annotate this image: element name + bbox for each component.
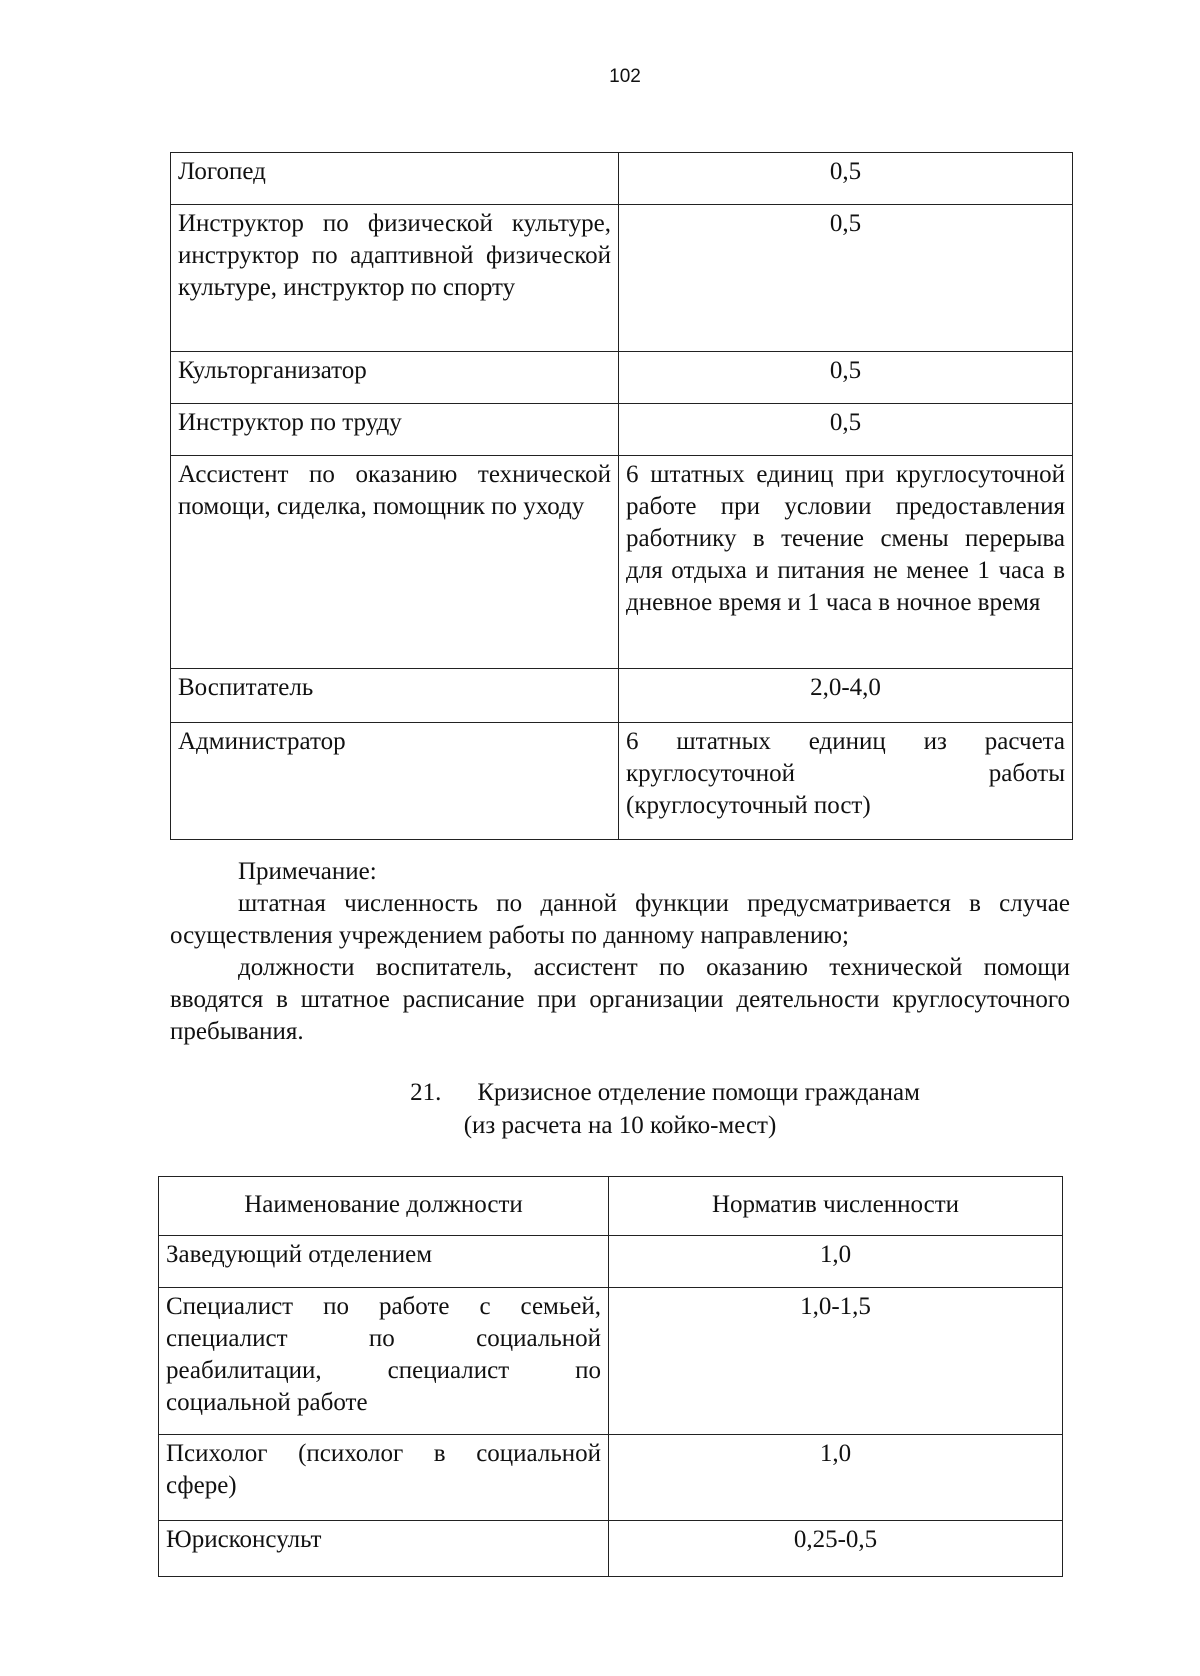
table-row [171, 205, 1073, 352]
position-cell: Заведующий отделением [159, 1236, 609, 1288]
norm-cell: 6 штатных единиц из расчета круглосуточной работы (круглосуточный пост) [619, 723, 1073, 840]
norm-cell: 1,0 [609, 1236, 1063, 1288]
norm-cell: 0,5 [619, 205, 1073, 352]
staffing-table-crisis-unit [158, 1176, 1063, 1577]
position-cell: Психолог (психолог в социальной сфере) [159, 1435, 609, 1521]
norm-cell: 6 штатных единиц при круглосуточной работе при условии предоставления работнику в течение смены перерыва для отдыха и питания не менее 1 часа в дневное время и 1 часа в ночное время [619, 456, 1073, 669]
position-cell: Инструктор по труду [171, 404, 619, 456]
table-row [159, 1236, 1063, 1288]
table-row [171, 352, 1073, 404]
norm-cell: 0,5 [619, 153, 1073, 205]
column-header-position: Наименование должности [159, 1177, 609, 1236]
note-title: Примечание: [238, 858, 377, 885]
table-row [171, 669, 1073, 723]
position-cell: Юрисконсульт [159, 1521, 609, 1577]
position-cell: Логопед [171, 153, 619, 205]
page-number: 102 [609, 66, 641, 87]
column-header-norm: Норматив численности [609, 1177, 1063, 1236]
note-paragraph: должности воспитатель, ассистент по оказанию технической помощи вводятся в штатное расписание при организации деятельности круглосуточного пребывания. [170, 954, 1070, 1045]
section-title: Кризисное отделение помощи гражданам [477, 1079, 920, 1106]
position-cell: Воспитатель [171, 669, 619, 723]
norm-cell: 0,5 [619, 352, 1073, 404]
section-number: 21. [410, 1079, 442, 1106]
table-row [171, 153, 1073, 205]
norm-cell: 0,25-0,5 [609, 1521, 1063, 1577]
position-cell: Инструктор по физической культуре, инструктор по адаптивной физической культуре, инструктор по спорту [171, 205, 619, 352]
section-heading [170, 1076, 1070, 1142]
position-cell: Культорганизатор [171, 352, 619, 404]
table-row [159, 1435, 1063, 1521]
norm-cell: 2,0-4,0 [619, 669, 1073, 723]
norm-cell: 1,0-1,5 [609, 1288, 1063, 1435]
note-paragraph: штатная численность по данной функции предусматривается в случае осуществления учреждением работы по данному направлению; [170, 890, 1070, 949]
table-row [171, 404, 1073, 456]
note-block [170, 856, 1070, 1048]
table-row [171, 456, 1073, 669]
table-row [171, 723, 1073, 840]
staffing-table-continued [170, 152, 1073, 840]
table-row [159, 1521, 1063, 1577]
norm-cell: 0,5 [619, 404, 1073, 456]
position-cell: Специалист по работе с семьей, специалист по социальной реабилитации, специалист по социальной работе [159, 1288, 609, 1435]
section-subtitle: (из расчета на 10 койко-мест) [463, 1112, 777, 1139]
norm-cell: 1,0 [609, 1435, 1063, 1521]
table-row [159, 1288, 1063, 1435]
position-cell: Администратор [171, 723, 619, 840]
position-cell: Ассистент по оказанию технической помощи, сиделка, помощник по уходу [171, 456, 619, 669]
table-header-row [159, 1177, 1063, 1236]
